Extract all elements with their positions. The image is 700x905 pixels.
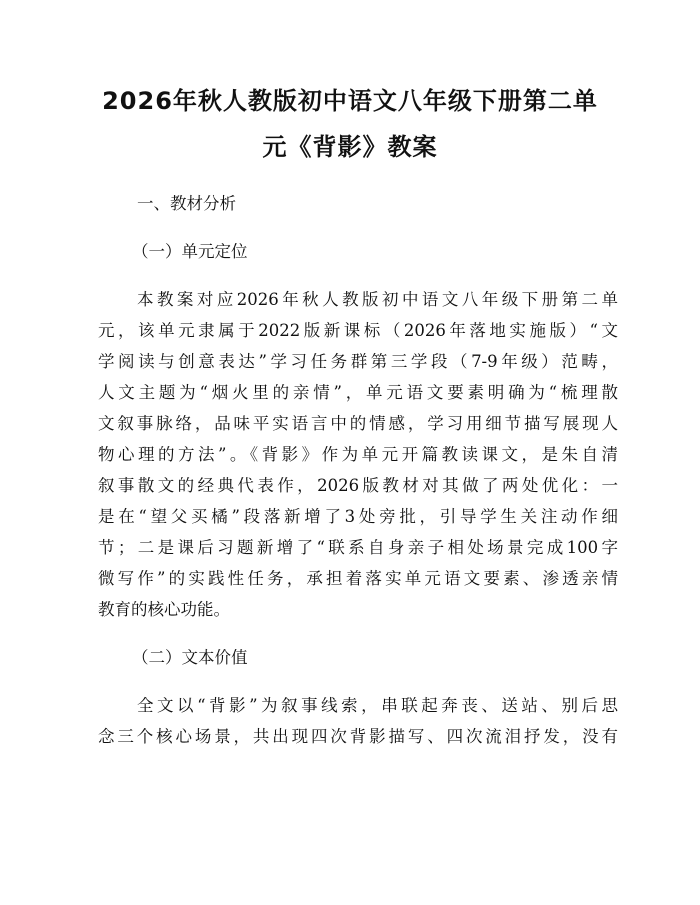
paragraph-2-line-1: 全文以“背影”为叙事线索，串联起奔丧、送站、别后思 bbox=[137, 696, 618, 715]
paragraph-1-line-9: 节；二是课后习题新增了“联系自身亲子相处场景完成100字 bbox=[98, 538, 618, 557]
paragraph-1-line-8: 是在“望父买橘”段落新增了3处旁批，引导学生关注动作细 bbox=[98, 507, 618, 526]
paragraph-1-line-11: 教育的核心功能。 bbox=[98, 600, 230, 619]
subsection-heading-unit-positioning: （一）单元定位 bbox=[132, 242, 248, 261]
paragraph-1-line-2: 元，该单元隶属于2022版新课标（2026年落地实施版）“文 bbox=[98, 321, 618, 340]
paragraph-1-line-7: 叙事散文的经典代表作，2026版教材对其做了两处优化：一 bbox=[98, 476, 618, 495]
paragraph-1-line-4: 人文主题为“烟火里的亲情”，单元语文要素明确为“梳理散 bbox=[98, 383, 618, 402]
paragraph-2-line-2: 念三个核心场景，共出现四次背影描写、四次流泪抒发，没有 bbox=[98, 727, 618, 746]
paragraph-1-line-10: 微写作”的实践性任务，承担着落实单元语文要素、渗透亲情 bbox=[98, 569, 618, 588]
subsection-heading-text-value: （二）文本价值 bbox=[132, 648, 248, 667]
document-title-line-2: 元《背影》教案 bbox=[262, 133, 438, 161]
paragraph-1-line-1: 本教案对应2026年秋人教版初中语文八年级下册第二单 bbox=[137, 290, 618, 309]
section-heading-textbook-analysis: 一、教材分析 bbox=[137, 194, 236, 213]
paragraph-1-line-6: 物心理的方法”。《背影》作为单元开篇教读课文，是朱自清 bbox=[98, 445, 618, 464]
paragraph-1-line-3: 学阅读与创意表达”学习任务群第三学段（7-9年级）范畴， bbox=[98, 352, 618, 371]
document-title-line-1: 2026年秋人教版初中语文八年级下册第二单 bbox=[102, 87, 598, 115]
paragraph-1-line-5: 文叙事脉络，品味平实语言中的情感，学习用细节描写展现人 bbox=[98, 414, 618, 433]
